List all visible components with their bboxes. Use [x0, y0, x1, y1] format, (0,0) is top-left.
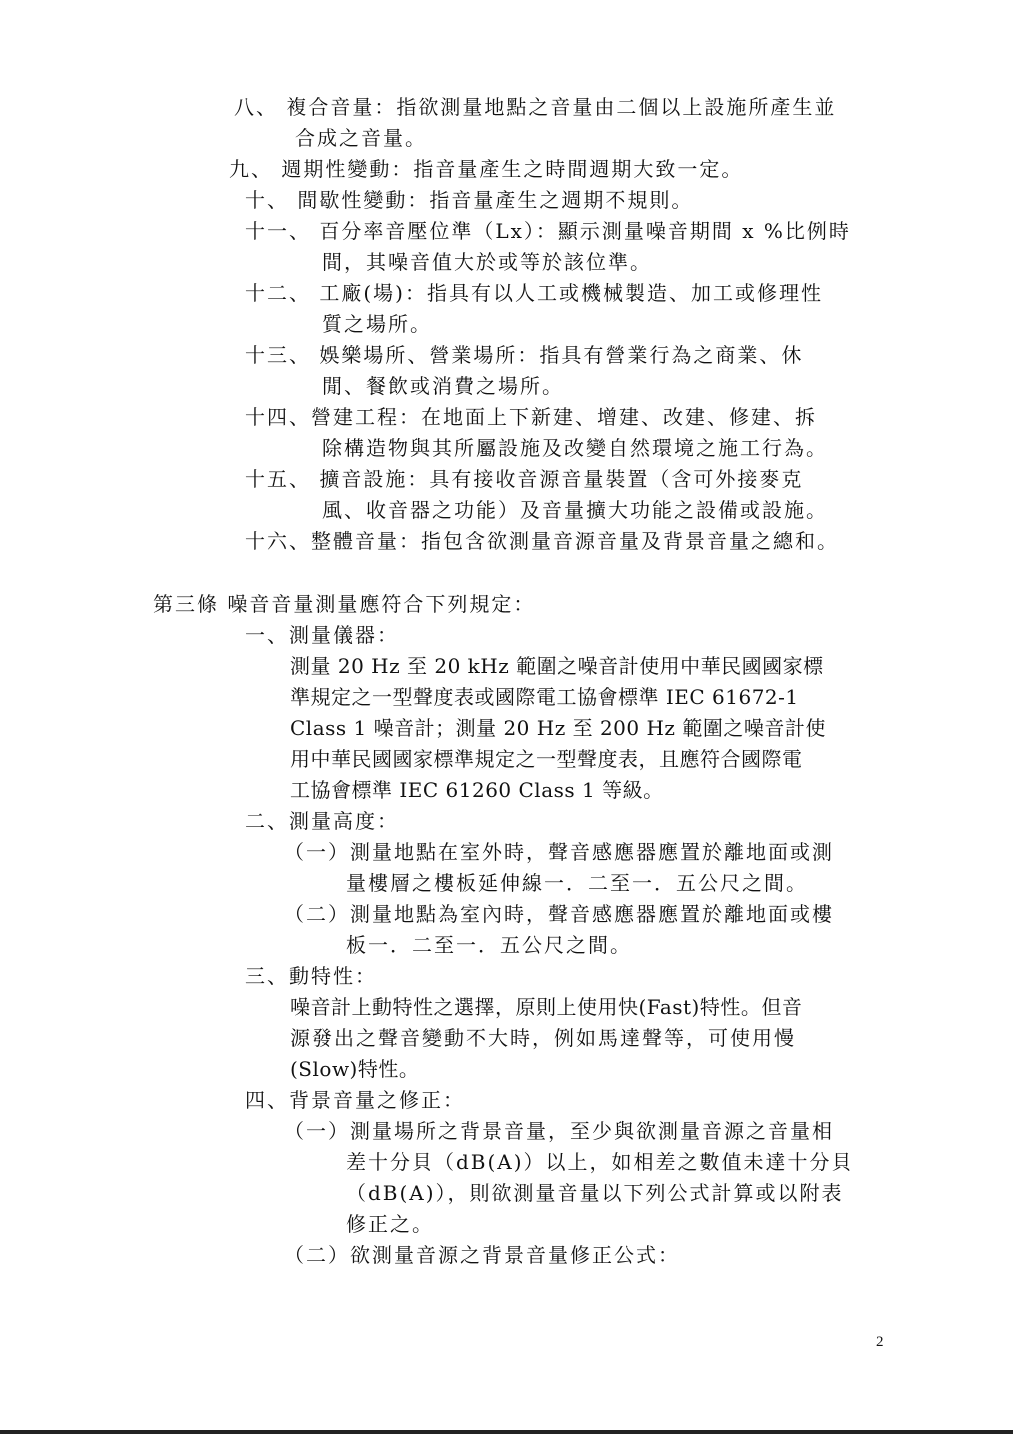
definition-16-line-1: 十六、整體音量：指包含欲測量音源音量及背景音量之總和。	[245, 529, 839, 553]
item-1-line-4: 用中華民國國家標準規定之一型聲度表，且應符合國際電	[290, 747, 803, 771]
item-2-heading: 二、測量高度：	[245, 809, 399, 833]
definition-13-line-1: 十三、 娛樂場所、營業場所：指具有營業行為之商業、休	[245, 343, 804, 367]
item-1-line-2: 準規定之一型聲度表或國際電工協會標準 IEC 61672-1	[290, 685, 799, 709]
item-2-sub-1-line-1: （一）測量地點在室外時，聲音感應器應置於離地面或測	[284, 840, 834, 864]
definition-11-line-2: 間，其噪音值大於或等於該位準。	[322, 250, 652, 274]
item-4-sub-1-line-2: 差十分貝（dB(A)）以上，如相差之數值未達十分貝	[346, 1150, 854, 1174]
definition-14-line-2: 除構造物與其所屬設施及改變自然環境之施工行為。	[322, 436, 828, 460]
item-4-sub-1-line-4: 修正之。	[346, 1212, 434, 1236]
article-3-heading: 第三條 噪音音量測量應符合下列規定：	[153, 592, 536, 616]
item-1-line-5: 工協會標準 IEC 61260 Class 1 等級。	[290, 778, 664, 802]
item-1-line-1: 測量 20 Hz 至 20 kHz 範圍之噪音計使用中華民國國家標	[290, 654, 824, 678]
item-3-line-1: 噪音計上動特性之選擇，原則上使用快(Fast)特性。但音	[290, 995, 803, 1019]
definition-14-line-1: 十四、營建工程：在地面上下新建、增建、改建、修建、拆	[245, 405, 817, 429]
item-3-line-3: (Slow)特性。	[290, 1057, 420, 1081]
page-number: 2	[876, 1334, 884, 1350]
definition-8-line-1: 八、 複合音量：指欲測量地點之音量由二個以上設施所產生並	[234, 95, 837, 119]
item-2-sub-2-line-1: （二）測量地點為室內時，聲音感應器應置於離地面或樓	[284, 902, 834, 926]
bottom-border-line	[0, 1430, 1013, 1434]
item-2-sub-1-line-2: 量樓層之樓板延伸線一．二至一．五公尺之間。	[346, 871, 808, 895]
definition-15-line-1: 十五、 擴音設施：具有接收音源音量裝置（含可外接麥克	[245, 467, 804, 491]
item-3-line-2: 源發出之聲音變動不大時，例如馬達聲等，可使用慢	[290, 1026, 796, 1050]
item-4-sub-1-line-3: （dB(A)），則欲測量音量以下列公式計算或以附表	[346, 1181, 844, 1205]
definition-12-line-2: 質之場所。	[322, 312, 432, 336]
definition-13-line-2: 閒、餐飲或消費之場所。	[322, 374, 564, 398]
item-4-sub-1-line-1: （一）測量場所之背景音量，至少與欲測量音源之音量相	[284, 1119, 834, 1143]
definition-11-line-1: 十一、 百分率音壓位準（Lx）：顯示測量噪音期間 x %比例時	[245, 219, 851, 243]
item-4-heading: 四、背景音量之修正：	[245, 1088, 465, 1112]
item-3-heading: 三、動特性：	[245, 964, 377, 988]
item-1-line-3: Class 1 噪音計；測量 20 Hz 至 200 Hz 範圍之噪音計使	[290, 716, 826, 740]
item-1-heading: 一、測量儀器：	[245, 623, 399, 647]
item-2-sub-2-line-2: 板一．二至一．五公尺之間。	[346, 933, 632, 957]
item-4-sub-2-line-1: （二）欲測量音源之背景音量修正公式：	[284, 1243, 680, 1267]
definition-15-line-2: 風、收音器之功能）及音量擴大功能之設備或設施。	[322, 498, 828, 522]
definition-12-line-1: 十二、 工廠(場)：指具有以人工或機械製造、加工或修理性	[245, 281, 823, 305]
definition-9-line-1: 九、 週期性變動：指音量產生之時間週期大致一定。	[229, 157, 744, 181]
definition-8-line-2: 合成之音量。	[295, 126, 427, 150]
definition-10-line-1: 十、 間歇性變動：指音量產生之週期不規則。	[245, 188, 694, 212]
